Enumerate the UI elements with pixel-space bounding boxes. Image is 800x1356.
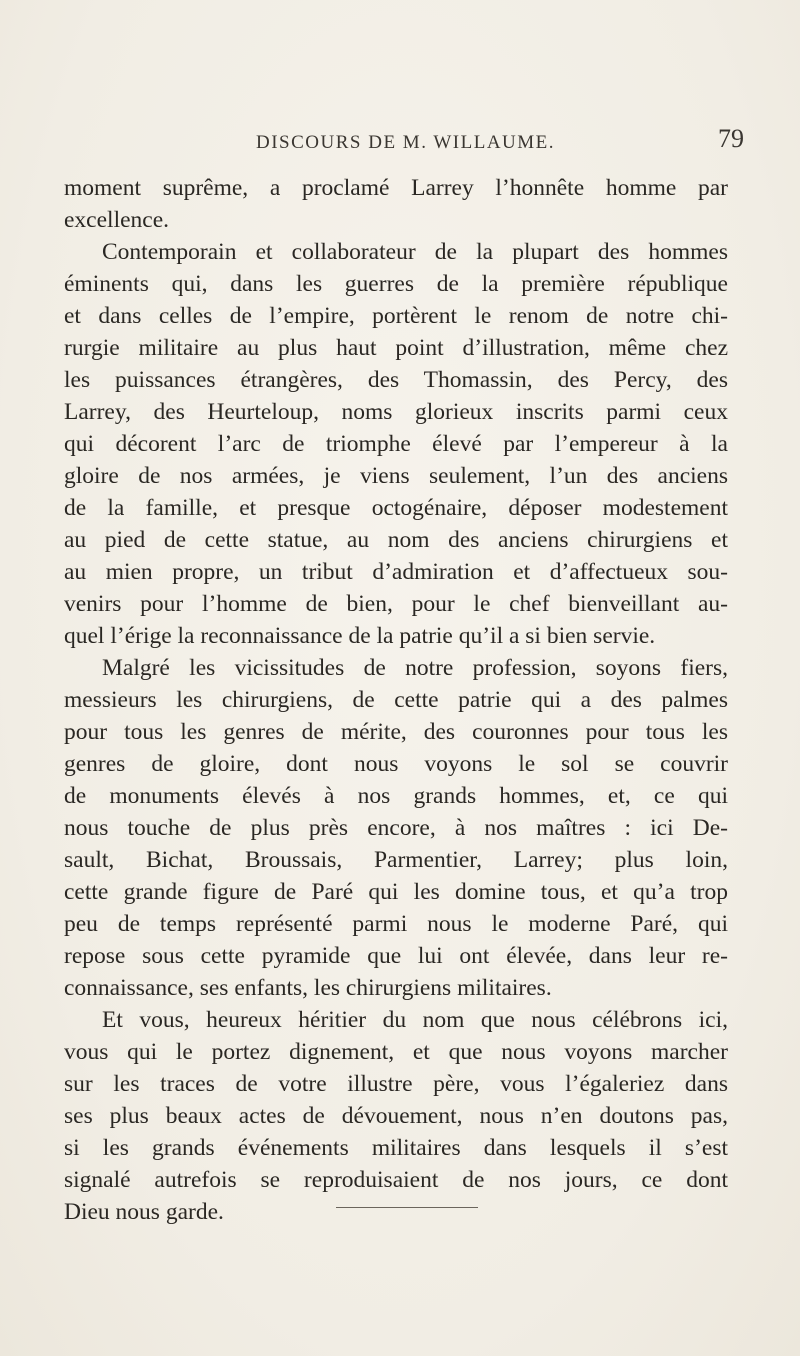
text-line: quel l’érige la reconnaissance de la patrie qu’il a si bien servie.: [64, 623, 656, 649]
text-line: moment suprême, a proclamé Larrey l’honnête homme par: [64, 175, 728, 201]
text-line: rurgie militaire au plus haut point d’illustration, même chez: [64, 335, 728, 361]
page-number: 79: [718, 124, 744, 153]
text-line: qui décorent l’arc de triomphe élevé par l’empereur à la: [64, 431, 728, 457]
text-line: de la famille, et presque octogénaire, déposer modestement: [64, 495, 728, 521]
text-line: sault, Bichat, Broussais, Parmentier, Larrey; plus loin,: [64, 847, 728, 873]
text-line: peu de temps représenté parmi nous le moderne Paré, qui: [64, 911, 728, 937]
text-line: connaissance, ses enfants, les chirurgiens militaires.: [64, 975, 552, 1001]
paragraph-first-line: Malgré les vicissitudes de notre profession, soyons fiers,: [102, 655, 728, 681]
text-line: si les grands événements militaires dans lesquels il s’est: [64, 1135, 728, 1161]
text-line: au pied de cette statue, au nom des anciens chirurgiens et: [64, 527, 728, 553]
text-line: messieurs les chirurgiens, de cette patrie qui a des palmes: [64, 687, 728, 713]
paragraph-first-line: Contemporain et collaborateur de la plupart des hommes: [102, 239, 728, 265]
text-line: gloire de nos armées, je viens seulement, l’un des anciens: [64, 463, 728, 489]
text-line: excellence.: [64, 207, 170, 233]
text-line: et dans celles de l’empire, portèrent le renom de notre chi-: [64, 303, 728, 329]
text-line: cette grande figure de Paré qui les domine tous, et qu’a trop: [64, 879, 728, 905]
body-text: [64, 172, 728, 1228]
text-line: Larrey, des Heurteloup, noms glorieux inscrits parmi ceux: [64, 399, 728, 425]
text-line: nous touche de plus près encore, à nos maîtres : ici De-: [64, 815, 728, 841]
running-head: DISCOURS DE M. WILLAUME.: [256, 132, 556, 153]
text-line: vous qui le portez dignement, et que nous voyons marcher: [64, 1039, 728, 1065]
text-line: repose sous cette pyramide que lui ont élevée, dans leur re-: [64, 943, 728, 969]
text-line: ses plus beaux actes de dévouement, nous n’en doutons pas,: [64, 1103, 728, 1129]
text-line: les puissances étrangères, des Thomassin, des Percy, des: [64, 367, 728, 393]
text-line: sur les traces de votre illustre père, vous l’égaleriez dans: [64, 1071, 728, 1097]
text-line: venirs pour l’homme de bien, pour le chef bienveillant au-: [64, 591, 728, 617]
text-line: de monuments élevés à nos grands hommes, et, ce qui: [64, 783, 728, 809]
text-line: au mien propre, un tribut d’admiration et d’affectueux sou-: [64, 559, 728, 585]
text-line: Dieu nous garde.: [64, 1199, 224, 1225]
text-line: signalé autrefois se reproduisaient de nos jours, ce dont: [64, 1167, 728, 1193]
text-line: pour tous les genres de mérite, des couronnes pour tous les: [64, 719, 728, 745]
text-line: éminents qui, dans les guerres de la première république: [64, 271, 728, 297]
text-line: genres de gloire, dont nous voyons le sol se couvrir: [64, 751, 728, 777]
paragraph-first-line: Et vous, heureux héritier du nom que nous célébrons ici,: [102, 1007, 728, 1033]
section-divider-rule: [336, 1207, 478, 1208]
